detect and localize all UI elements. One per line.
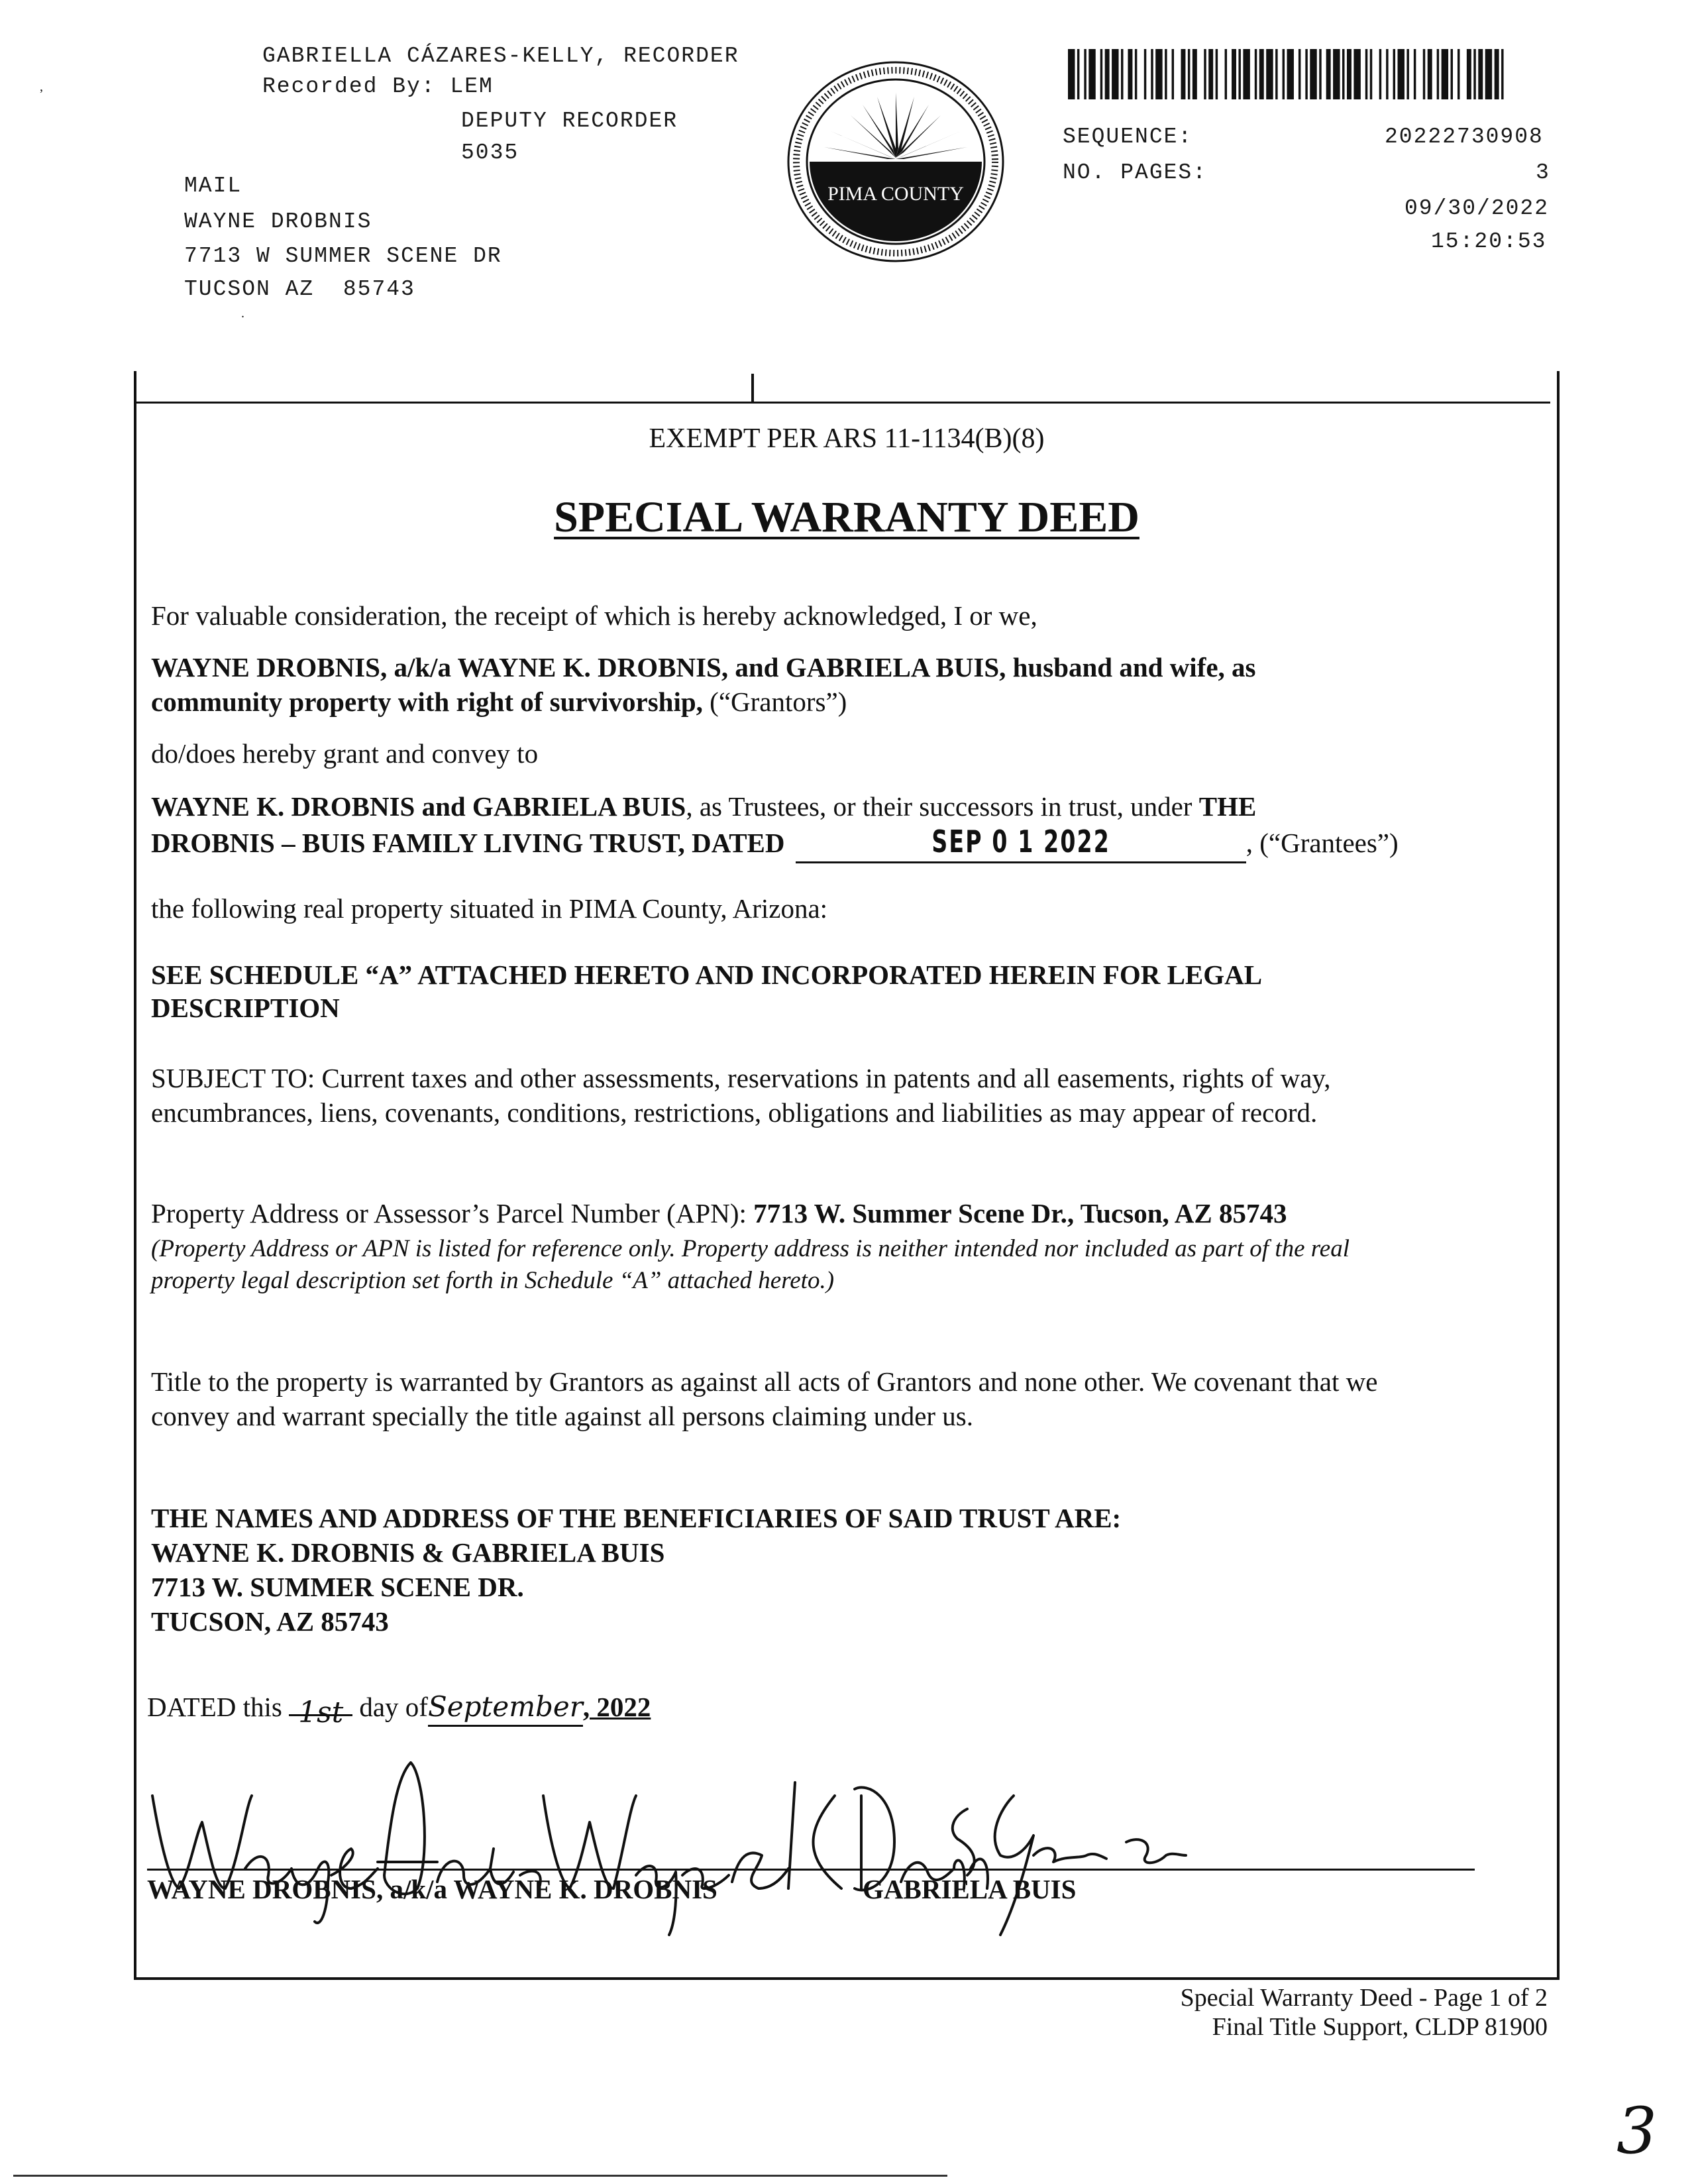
beneficiaries-names: WAYNE K. DROBNIS & GABRIELA BUIS xyxy=(151,1537,665,1568)
grantees-line-1 xyxy=(151,790,1256,824)
dated-prefix: DATED this xyxy=(147,1692,290,1722)
recorder-name: GABRIELLA CÁZARES-KELLY, RECORDER xyxy=(262,44,739,68)
footer-company: Final Title Support, CLDP 81900 xyxy=(1212,2013,1548,2041)
schedule-line-2: DESCRIPTION xyxy=(151,993,340,1023)
apn-note-2: property legal description set forth in Schedule “A” attached hereto.) xyxy=(151,1267,835,1294)
signature-scribbles xyxy=(132,1756,1192,1941)
trust-date-blank xyxy=(796,823,1246,863)
frame-top-border xyxy=(134,402,1550,404)
mail-label: MAIL xyxy=(184,174,242,198)
grantors-label: (“Grantors”) xyxy=(702,686,847,717)
deputy-recorder: DEPUTY RECORDER xyxy=(461,109,678,133)
subject-to-line-1: SUBJECT TO: Current taxes and other assessments, reservations in patents and all easements, rights of way, xyxy=(151,1063,1331,1093)
pima-county-seal xyxy=(784,58,1007,265)
grantors-line-1: WAYNE DROBNIS, a/k/a WAYNE K. DROBNIS, and GABRIELA BUIS, husband and wife, as xyxy=(151,652,1256,682)
title-warranty-line-2: convey and warrant specially the title against all persons claiming under us. xyxy=(151,1401,974,1431)
mail-name: WAYNE DROBNIS xyxy=(184,209,372,234)
recording-date: 09/30/2022 xyxy=(1404,196,1550,221)
dated-mid: day of xyxy=(352,1692,428,1722)
recording-time: 15:20:53 xyxy=(1431,229,1547,254)
deed-title: SPECIAL WARRANTY DEED xyxy=(554,493,1140,541)
trust-name: DROBNIS – BUIS FAMILY LIVING TRUST, DATED xyxy=(151,828,785,858)
signature-line xyxy=(147,1869,1475,1871)
dated-year: , 2022 xyxy=(582,1692,651,1722)
grantees-names: WAYNE K. DROBNIS and GABRIELA BUIS xyxy=(151,791,686,822)
frame-right-border xyxy=(1557,371,1560,1980)
beneficiaries-heading: THE NAMES AND ADDRESS OF THE BENEFICIARIES OF SAID TRUST ARE: xyxy=(151,1503,1122,1533)
trust-date-stamp: SEP 0 1 2022 xyxy=(931,824,1110,859)
mail-city: TUCSON AZ 85743 xyxy=(184,277,415,301)
dated-month: September xyxy=(427,1690,583,1723)
scan-speck-2: . xyxy=(241,306,244,321)
mail-street: 7713 W SUMMER SCENE DR xyxy=(184,244,502,268)
signer-1-name: WAYNE DROBNIS, a/k/a WAYNE K. DROBNIS xyxy=(147,1874,717,1904)
frame-bottom-border xyxy=(134,1977,1560,1980)
sequence-value: 20222730908 xyxy=(1385,125,1544,149)
grantees-label: , (“Grantees”) xyxy=(1246,828,1399,858)
grantors-line-2 xyxy=(151,685,847,719)
grantees-the: THE xyxy=(1198,791,1257,822)
dated-line xyxy=(147,1690,651,1727)
subject-to-line-2: encumbrances, liens, covenants, conditions, restrictions, obligations and liabilities as may appear of record. xyxy=(151,1097,1318,1128)
apn-note-1: (Property Address or APN is listed for reference only. Property address is neither intended nor included as part of the real xyxy=(151,1235,1350,1262)
bottom-rule xyxy=(13,2175,947,2177)
dated-month-blank xyxy=(428,1690,583,1727)
apn-value: 7713 W. Summer Scene Dr., Tucson, AZ 85743 xyxy=(753,1198,1287,1228)
barcode-icon xyxy=(1068,49,1510,99)
grant-convey-text: do/does hereby grant and convey to xyxy=(151,738,539,769)
scan-speck: , xyxy=(40,80,43,94)
consideration-text: For valuable consideration, the receipt of which is hereby acknowledged, I or we, xyxy=(151,600,1037,631)
beneficiaries-street: 7713 W. SUMMER SCENE DR. xyxy=(151,1572,524,1602)
schedule-line-1: SEE SCHEDULE “A” ATTACHED HERETO AND INCORPORATED HEREIN FOR LEGAL xyxy=(151,959,1263,990)
pages-value: 3 xyxy=(1536,160,1550,185)
recorded-by: Recorded By: LEM xyxy=(262,74,494,99)
exempt-line: EXEMPT PER ARS 11-1134(B)(8) xyxy=(649,423,1045,454)
grantors-tenancy: community property with right of survivorship, xyxy=(151,686,703,717)
title-warranty-line-1: Title to the property is warranted by Grantors as against all acts of Grantors and none other. We covenant that we xyxy=(151,1366,1378,1397)
frame-left-border xyxy=(134,371,136,1980)
beneficiaries-city: TUCSON, AZ 85743 xyxy=(151,1606,389,1637)
property-intro: the following real property situated in PIMA County, Arizona: xyxy=(151,893,828,924)
dated-day-blank xyxy=(289,1696,352,1729)
apn-label: Property Address or Assessor’s Parcel Number (APN): xyxy=(151,1198,754,1228)
pages-label: NO. PAGES: xyxy=(1063,160,1208,185)
apn-line xyxy=(151,1197,1287,1230)
grantees-capacity: , as Trustees, or their successors in trust, under xyxy=(686,791,1199,822)
deputy-id: 5035 xyxy=(461,140,519,165)
footer-page-info: Special Warranty Deed - Page 1 of 2 xyxy=(1180,1984,1548,2012)
sequence-label: SEQUENCE: xyxy=(1063,125,1193,149)
dated-day: 1st xyxy=(298,1696,344,1729)
grantees-line-2 xyxy=(151,823,1399,863)
seal-text: PIMA COUNTY xyxy=(827,183,964,205)
frame-center-tick xyxy=(751,374,754,403)
page-mark: 3 xyxy=(1616,2094,1658,2168)
signer-2-name: GABRIELA BUIS xyxy=(863,1874,1077,1904)
